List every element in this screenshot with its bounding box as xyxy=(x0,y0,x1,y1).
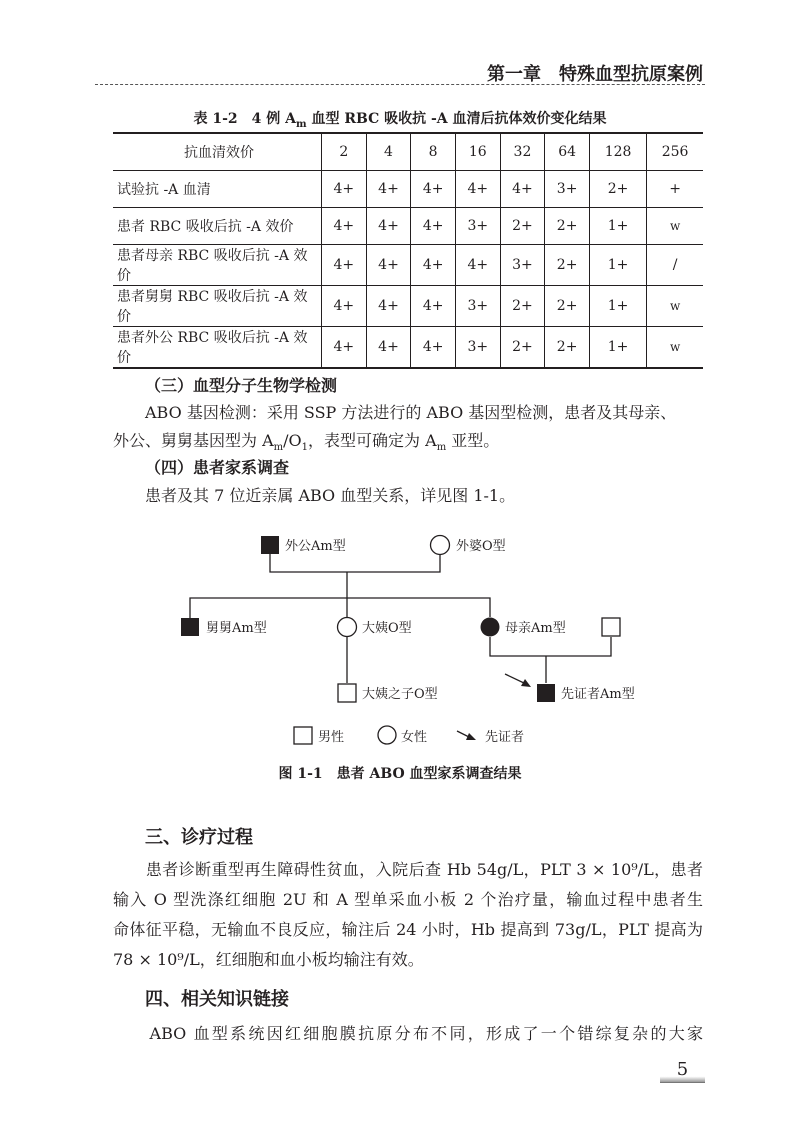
row-label: 患者舅舅 RBC 吸收后抗 -A 效价 xyxy=(113,286,322,327)
titer-cell: 2+ xyxy=(500,208,545,245)
mother-affected-female-symbol xyxy=(481,618,500,637)
text: 外公、舅舅基因型为 A xyxy=(113,431,274,450)
titer-cell: 1+ xyxy=(589,245,646,286)
caption-subscript: m xyxy=(296,118,307,130)
titer-cell: 4+ xyxy=(366,245,411,286)
running-header: 第一章 特殊血型抗原案例 xyxy=(487,64,703,85)
header-titer: 8 xyxy=(411,133,456,171)
titer-cell: 4+ xyxy=(455,245,500,286)
uncle-affected-male-symbol xyxy=(181,618,199,636)
text: ABO 基因检测：采用 SSP 方法进行的 ABO 基因型检测，患者及其母亲、 xyxy=(145,403,677,422)
proband-label: 先证者Am型 xyxy=(561,687,635,702)
mother-label: 母亲Am型 xyxy=(505,621,566,636)
titer-cell: w xyxy=(647,208,703,245)
titer-cell: 4+ xyxy=(411,171,456,208)
header-titer: 2 xyxy=(322,133,367,171)
grandfather-affected-male-symbol xyxy=(261,536,279,554)
grandfather-label: 外公Am型 xyxy=(285,539,346,554)
header-titer: 16 xyxy=(455,133,500,171)
grandmother-label: 外婆O型 xyxy=(456,539,506,554)
cousin-label: 大姨之子O型 xyxy=(362,687,438,702)
header-titer: 32 xyxy=(500,133,545,171)
text: /O xyxy=(283,431,302,450)
titer-cell: 4+ xyxy=(322,327,367,369)
caption-text: 血型 RBC 吸收抗 -A 血清后抗体效价变化结果 xyxy=(306,111,607,127)
titer-cell: 3+ xyxy=(545,171,590,208)
titer-cell: w xyxy=(647,286,703,327)
pedigree-lines xyxy=(190,553,611,683)
legend-female-symbol xyxy=(378,726,396,744)
row-label: 患者外公 RBC 吸收后抗 -A 效价 xyxy=(113,327,322,369)
paragraph-line: 78 × 10⁹/L，红细胞和血小板均输注有效。 xyxy=(113,950,424,969)
titer-cell: / xyxy=(647,245,703,286)
titer-cell: 3+ xyxy=(500,245,545,286)
titer-cell: 4+ xyxy=(366,327,411,369)
header-titer: 128 xyxy=(589,133,646,171)
titer-cell: 3+ xyxy=(455,327,500,369)
titer-cell: 4+ xyxy=(411,245,456,286)
subscript: 1 xyxy=(301,442,309,454)
titer-cell: 4+ xyxy=(411,208,456,245)
uncle-label: 舅舅Am型 xyxy=(206,621,267,636)
text: 亚型。 xyxy=(446,431,500,450)
caption-text: 表 1-2 4 例 A xyxy=(193,111,296,127)
header-titer: 64 xyxy=(545,133,590,171)
titer-cell: 4+ xyxy=(411,327,456,369)
row-label: 患者母亲 RBC 吸收后抗 -A 效价 xyxy=(113,245,322,286)
row-label: 患者 RBC 吸收后抗 -A 效价 xyxy=(113,208,322,245)
titer-cell: + xyxy=(647,171,703,208)
paragraph-line: 输入 O 型洗涤红细胞 2U 和 A 型单采血小板 2 个治疗量，输血过程中患者生 xyxy=(113,890,703,909)
titer-cell: w xyxy=(647,327,703,369)
titer-cell: 4+ xyxy=(500,171,545,208)
knowledge-line: ABO 血型系统因红细胞膜抗原分布不同，形成了一个错综复杂的大家 xyxy=(113,1024,703,1043)
titer-cell: 2+ xyxy=(545,327,590,369)
titer-cell: 4+ xyxy=(411,286,456,327)
father-male-symbol xyxy=(602,618,620,636)
treatment-title: 三、诊疗过程 xyxy=(145,827,253,848)
titer-cell: 4+ xyxy=(455,171,500,208)
legend-male-symbol xyxy=(294,727,312,744)
section4-line1: 患者及其 7 位近亲属 ABO 血型关系，详见图 1-1。 xyxy=(145,486,516,505)
titer-cell: 4+ xyxy=(322,171,367,208)
header-titer: 4 xyxy=(366,133,411,171)
paragraph-line: 患者诊断重型再生障碍性贫血，入院后查 Hb 54g/L，PLT 3 × 10⁹/L，患者 xyxy=(113,860,703,879)
titer-cell: 4+ xyxy=(322,286,367,327)
titer-cell: 1+ xyxy=(589,327,646,369)
proband-arrow-icon xyxy=(505,674,531,687)
titer-cell: 2+ xyxy=(500,327,545,369)
grandmother-female-symbol xyxy=(431,536,450,555)
proband-affected-male-symbol xyxy=(537,684,555,702)
text: ，表型可确定为 A xyxy=(308,431,437,450)
knowledge-title: 四、相关知识链接 xyxy=(145,989,289,1010)
titer-cell: 2+ xyxy=(545,286,590,327)
cousin-male-symbol xyxy=(338,684,356,702)
titer-cell: 2+ xyxy=(545,245,590,286)
titer-cell: 4+ xyxy=(322,245,367,286)
titer-cell: 3+ xyxy=(455,208,500,245)
header-label: 抗血清效价 xyxy=(113,133,322,171)
aunt-label: 大姨O型 xyxy=(362,621,412,636)
figure-caption: 图 1-1 患者 ABO 血型家系调查结果 xyxy=(278,766,522,782)
page-number: 5 xyxy=(660,1060,705,1083)
aunt-female-symbol xyxy=(338,618,357,637)
section3-title: （三）血型分子生物学检测 xyxy=(145,376,338,395)
titer-cell: 2+ xyxy=(589,171,646,208)
header-titer: 256 xyxy=(647,133,703,171)
legend-male-label: 男性 xyxy=(318,730,345,745)
titer-cell: 1+ xyxy=(589,286,646,327)
titer-cell: 4+ xyxy=(366,208,411,245)
subscript: m xyxy=(273,442,284,454)
titer-cell: 2+ xyxy=(545,208,590,245)
subscript: m xyxy=(436,442,447,454)
legend-female-label: 女性 xyxy=(401,730,428,745)
legend-arrow-icon xyxy=(457,731,476,740)
legend-proband-label: 先证者 xyxy=(485,730,525,745)
titer-cell: 2+ xyxy=(500,286,545,327)
section4-title: （四）患者家系调查 xyxy=(145,458,290,477)
row-label: 试验抗 -A 血清 xyxy=(113,171,322,208)
paragraph-line: 命体征平稳，无输血不良反应，输注后 24 小时，Hb 提高到 73g/L，PLT 提高为 xyxy=(113,920,703,939)
titer-cell: 4+ xyxy=(366,286,411,327)
titer-cell: 1+ xyxy=(589,208,646,245)
titer-cell: 4+ xyxy=(366,171,411,208)
titer-cell: 4+ xyxy=(322,208,367,245)
titer-cell: 3+ xyxy=(455,286,500,327)
